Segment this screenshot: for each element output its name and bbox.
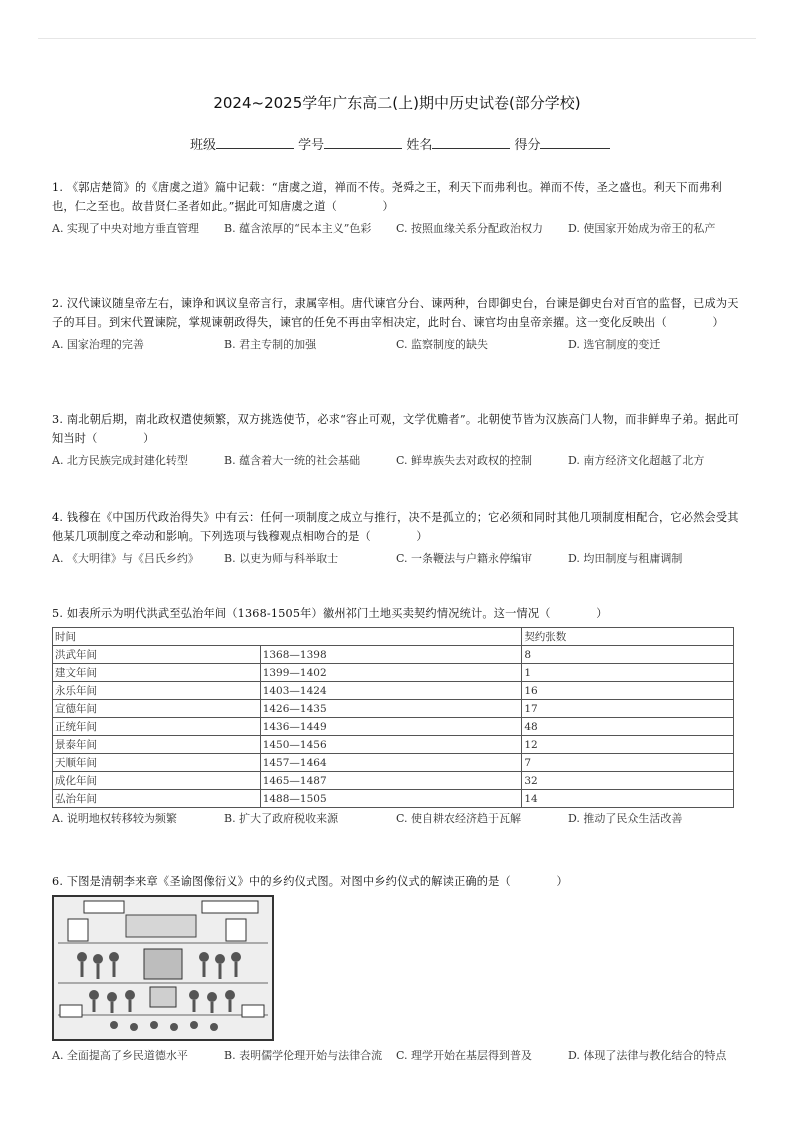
table-row <box>53 754 734 772</box>
contract-table <box>52 627 734 808</box>
question-2 <box>52 294 742 372</box>
option-a[interactable]: A. 北方民族完成封建化转型 <box>52 454 188 467</box>
cell-reign: 正统年间 <box>53 718 261 736</box>
question-stem: 2. 汉代谏议随皇帝左右，谏诤和讽议皇帝言行，隶属宰相。唐代谏官分台、谏两种，台即御史台，台谏是御史台对百官的监督，已成为天子的耳目。到宋代置谏院，掌规谏朝政得失，谏官的任免不再由宰相决定，此时台、谏官均由皇帝亲擢。这一变化反映出（ ） <box>52 297 739 329</box>
cell-reign: 成化年间 <box>53 772 261 790</box>
village-covenant-ceremony-image <box>52 895 274 1041</box>
question-stem: 6. 下图是清朝李来章《圣谕图像衍义》中的乡约仪式图。对图中乡约仪式的解读正确的是（ ） <box>52 875 568 888</box>
cell-reign: 永乐年间 <box>53 682 261 700</box>
cell-years: 1450—1456 <box>260 736 522 754</box>
option-c[interactable]: C. 按照血缘关系分配政治权力 <box>396 222 544 235</box>
question-1 <box>52 178 742 256</box>
option-b[interactable]: B. 君主专制的加强 <box>224 338 317 351</box>
question-stem: 3. 南北朝后期，南北政权遣使频繁，双方挑选使节，必求“容止可观，文学优赡者”。北朝使节皆为汉族高门人物，而非鲜卑子弟。据此可知当时（ ） <box>52 413 740 445</box>
table-row <box>53 736 734 754</box>
option-a[interactable]: A. 国家治理的完善 <box>52 338 144 351</box>
options-row <box>52 550 742 586</box>
options-row <box>52 810 742 846</box>
student-id-label: 学号 <box>298 138 325 153</box>
options-row <box>52 336 742 372</box>
cell-years: 1436—1449 <box>260 718 522 736</box>
question-stem: 4. 钱穆在《中国历代政治得失》中有云：任何一项制度之成立与推行，决不是孤立的；它必须和同时其他几项制度相配合，它必然会受其他某几项制度之牵动和影响。下列选项与钱穆观点相吻合的是（ ） <box>52 511 739 543</box>
table-row <box>53 790 734 808</box>
cell-years: 1368—1398 <box>260 646 522 664</box>
cell-years: 1403—1424 <box>260 682 522 700</box>
option-b[interactable]: B. 扩大了政府税收来源 <box>224 812 339 825</box>
options-row <box>52 220 742 256</box>
cell-years: 1465—1487 <box>260 772 522 790</box>
cell-count: 8 <box>522 646 734 664</box>
option-c[interactable]: C. 理学开始在基层得到普及 <box>396 1049 533 1062</box>
option-d[interactable]: D. 体现了法律与教化结合的特点 <box>568 1049 727 1062</box>
cell-count: 48 <box>522 718 734 736</box>
option-b[interactable]: B. 表明儒学伦理开始与法律合流 <box>224 1049 383 1062</box>
cell-count: 7 <box>522 754 734 772</box>
woodblock-illustration <box>54 897 272 1039</box>
option-c[interactable]: C. 监察制度的缺失 <box>396 338 489 351</box>
cell-reign: 弘治年间 <box>53 790 261 808</box>
table-row <box>53 700 734 718</box>
question-3 <box>52 410 742 488</box>
student-info-line <box>190 134 610 153</box>
table-row <box>53 646 734 664</box>
question-stem: 5. 如表所示为明代洪武至弘治年间（1368-1505年）徽州祁门土地买卖契约情况统计。这一情况（ ） <box>52 607 608 620</box>
option-d[interactable]: D. 均田制度与租庸调制 <box>568 552 683 565</box>
option-b[interactable]: B. 蕴含浓厚的“民本主义”色彩 <box>224 222 372 235</box>
cell-reign: 天顺年间 <box>53 754 261 772</box>
cell-reign: 宣德年间 <box>53 700 261 718</box>
top-rule <box>38 38 756 39</box>
option-a[interactable]: A. 《大明律》与《吕氏乡约》 <box>52 552 199 565</box>
name-blank[interactable] <box>432 136 510 149</box>
table-row <box>53 718 734 736</box>
cell-count: 32 <box>522 772 734 790</box>
option-d[interactable]: D. 使国家开始成为帝王的私产 <box>568 222 716 235</box>
option-a[interactable]: A. 全面提高了乡民道德水平 <box>52 1049 188 1062</box>
score-blank[interactable] <box>540 136 610 149</box>
option-b[interactable]: B. 蕴含着大一统的社会基础 <box>224 454 361 467</box>
question-5 <box>52 604 742 846</box>
option-d[interactable]: D. 选官制度的变迁 <box>568 338 661 351</box>
options-row <box>52 1047 742 1083</box>
score-label: 得分 <box>514 138 541 153</box>
option-b[interactable]: B. 以吏为师与科举取士 <box>224 552 339 565</box>
student-id-blank[interactable] <box>324 136 402 149</box>
header-count: 契约张数 <box>522 628 734 646</box>
cell-years: 1399—1402 <box>260 664 522 682</box>
option-c[interactable]: C. 鲜卑族失去对政权的控制 <box>396 454 533 467</box>
table-row <box>53 664 734 682</box>
question-4 <box>52 508 742 586</box>
options-row <box>52 452 742 488</box>
cell-reign: 景泰年间 <box>53 736 261 754</box>
page-title: 2024~2025学年广东高二(上)期中历史试卷(部分学校) <box>213 94 581 112</box>
cell-count: 16 <box>522 682 734 700</box>
cell-count: 17 <box>522 700 734 718</box>
cell-count: 1 <box>522 664 734 682</box>
option-c[interactable]: C. 使自耕农经济趋于瓦解 <box>396 812 522 825</box>
option-a[interactable]: A. 说明地权转移较为频繁 <box>52 812 177 825</box>
option-a[interactable]: A. 实现了中央对地方垂直管理 <box>52 222 199 235</box>
cell-reign: 洪武年间 <box>53 646 261 664</box>
cell-years: 1457—1464 <box>260 754 522 772</box>
cell-years: 1488—1505 <box>260 790 522 808</box>
question-6 <box>52 872 742 1083</box>
cell-count: 14 <box>522 790 734 808</box>
class-blank[interactable] <box>216 136 294 149</box>
class-label: 班级 <box>190 138 217 153</box>
option-c[interactable]: C. 一条鞭法与户籍永停编审 <box>396 552 533 565</box>
question-stem: 1. 《郭店楚简》的《唐虞之道》篇中记载：“唐虞之道，禅而不传。尧舜之王，利天下而弗利也。禅而不传，圣之盛也。利天下而弗利也，仁之至也。故昔贤仁圣者如此。”据此可知唐虞之道（ ） <box>52 181 722 213</box>
header-time: 时间 <box>53 628 522 646</box>
table-row <box>53 772 734 790</box>
option-d[interactable]: D. 推动了民众生活改善 <box>568 812 683 825</box>
table-row <box>53 682 734 700</box>
cell-years: 1426—1435 <box>260 700 522 718</box>
option-d[interactable]: D. 南方经济文化超越了北方 <box>568 454 705 467</box>
table-header-row <box>53 628 734 646</box>
name-label: 姓名 <box>406 138 433 153</box>
cell-count: 12 <box>522 736 734 754</box>
cell-reign: 建文年间 <box>53 664 261 682</box>
